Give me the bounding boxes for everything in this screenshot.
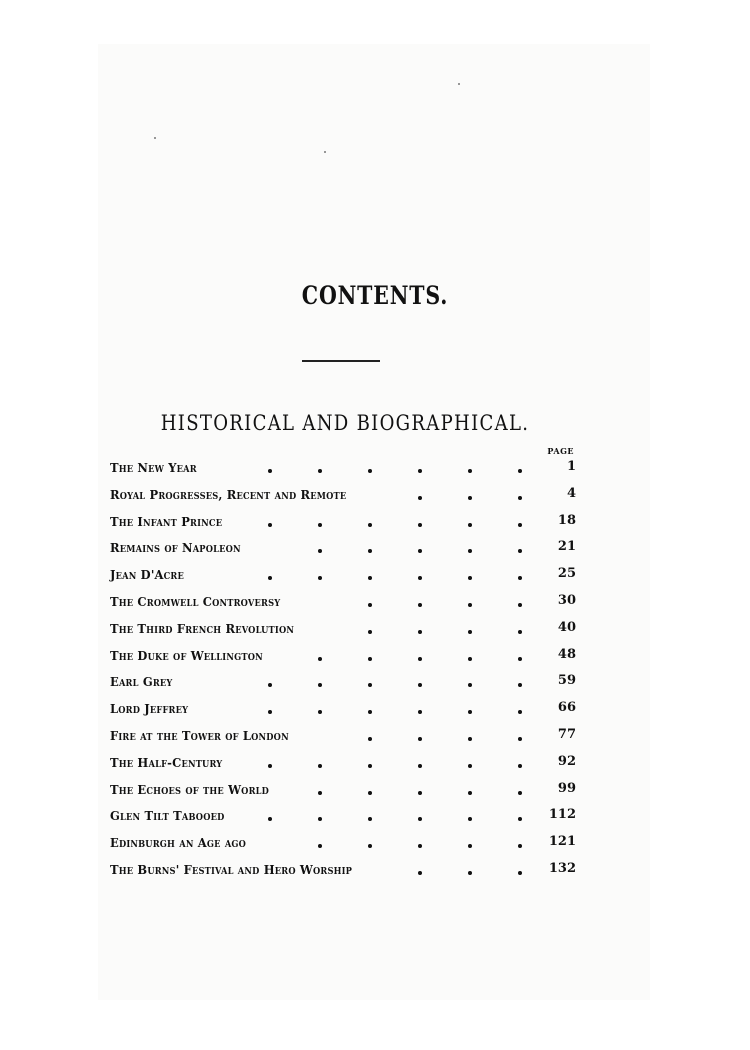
leader-dot <box>468 576 472 580</box>
toc-entry[interactable] <box>110 669 580 696</box>
toc-entry[interactable] <box>110 777 580 804</box>
leader-dot <box>318 523 322 527</box>
leader-dot <box>368 603 372 607</box>
toc-entry[interactable] <box>110 830 580 857</box>
leader-dot <box>418 844 422 848</box>
toc-entry[interactable] <box>110 455 580 482</box>
toc-entry[interactable] <box>110 562 580 589</box>
leader-dot <box>468 683 472 687</box>
leader-dot <box>318 844 322 848</box>
page-title: CONTENTS. <box>301 281 449 310</box>
section-title: HISTORICAL AND BIOGRAPHICAL. <box>160 411 530 435</box>
toc-entry-page: 92 <box>557 753 576 769</box>
leader-dot <box>518 791 522 795</box>
leader-dot <box>318 710 322 714</box>
leader-dot <box>368 764 372 768</box>
leader-dot <box>318 469 322 473</box>
leader-dot <box>368 576 372 580</box>
toc-entry-page: 21 <box>557 539 576 555</box>
leader-dot <box>468 523 472 527</box>
toc-entry-page: 4 <box>566 485 576 501</box>
leader-dot <box>518 710 522 714</box>
leader-dot <box>318 549 322 553</box>
leader-dot <box>468 871 472 875</box>
leader-dot <box>418 576 422 580</box>
toc-entry-page: 132 <box>548 860 576 876</box>
page-column-label: PAGE <box>547 446 574 456</box>
toc-entry[interactable] <box>110 750 580 777</box>
leader-dot <box>518 817 522 821</box>
leader-dot <box>518 871 522 875</box>
leader-dot <box>268 523 272 527</box>
leader-dot <box>318 657 322 661</box>
leader-dot <box>518 576 522 580</box>
leader-dot <box>518 496 522 500</box>
leader-dot <box>418 496 422 500</box>
toc-entry[interactable] <box>110 803 580 830</box>
leader-dot <box>468 817 472 821</box>
toc-entry-title: Glen Tilt Tabooed <box>110 808 225 824</box>
leader-dot <box>418 603 422 607</box>
leader-dot <box>268 469 272 473</box>
leader-dot <box>468 469 472 473</box>
leader-dot <box>418 817 422 821</box>
leader-dot <box>418 630 422 634</box>
leader-dot <box>368 817 372 821</box>
leader-dot <box>468 844 472 848</box>
leader-dot <box>518 630 522 634</box>
toc-entry-title: The Infant Prince <box>110 513 223 529</box>
leader-dot <box>368 549 372 553</box>
toc-entry-title: The Duke of Wellington <box>110 647 263 663</box>
leader-dot <box>368 630 372 634</box>
paper-speck <box>458 83 460 85</box>
toc-entry-page: 25 <box>557 566 576 582</box>
leader-dot <box>268 683 272 687</box>
toc-entry[interactable] <box>110 723 580 750</box>
leader-dot <box>368 844 372 848</box>
leader-dot <box>468 737 472 741</box>
leader-dot <box>518 683 522 687</box>
leader-dot <box>468 549 472 553</box>
leader-dot <box>418 791 422 795</box>
toc-entry-page: 18 <box>557 512 576 528</box>
toc-entry[interactable] <box>110 482 580 509</box>
leader-dot <box>468 710 472 714</box>
toc-entry-page: 59 <box>557 673 576 689</box>
leader-dot <box>518 657 522 661</box>
leader-dot <box>368 657 372 661</box>
leader-dot <box>368 683 372 687</box>
toc-entry[interactable] <box>110 696 580 723</box>
leader-dot <box>418 737 422 741</box>
leader-dot <box>518 737 522 741</box>
leader-dot <box>368 737 372 741</box>
toc-entry-page: 40 <box>557 619 576 635</box>
toc-entry-title: The New Year <box>110 460 197 475</box>
toc-entry-title: The Third French Revolution <box>110 620 295 636</box>
leader-dot <box>468 603 472 607</box>
toc-entry-page: 99 <box>557 780 576 796</box>
leader-dot <box>418 469 422 473</box>
toc-entry-page: 66 <box>557 700 576 716</box>
leader-dot <box>268 764 272 768</box>
leader-dot <box>418 683 422 687</box>
toc-entry-title: Jean D'Acre <box>110 567 184 583</box>
leader-dot <box>318 817 322 821</box>
leader-dot <box>518 469 522 473</box>
toc-entry-title: The Cromwell Controversy <box>110 593 281 609</box>
toc-entry[interactable] <box>110 616 580 643</box>
leader-dot <box>468 657 472 661</box>
leader-dot <box>368 791 372 795</box>
leader-dot <box>268 576 272 580</box>
toc-entry-page: 1 <box>566 459 576 474</box>
toc-entry-page: 112 <box>548 807 576 823</box>
leader-dot <box>318 764 322 768</box>
leader-dot <box>418 523 422 527</box>
leader-dot <box>518 603 522 607</box>
toc-entry-title: Earl Grey <box>110 674 173 690</box>
toc-entry[interactable] <box>110 509 580 536</box>
leader-dot <box>468 791 472 795</box>
paper-speck <box>324 151 326 153</box>
leader-dot <box>268 710 272 714</box>
toc-entry[interactable] <box>110 589 580 616</box>
toc-list <box>110 455 580 884</box>
leader-dot <box>468 496 472 500</box>
leader-dot <box>318 576 322 580</box>
toc-entry[interactable] <box>110 535 580 562</box>
leader-dot <box>368 710 372 714</box>
toc-entry-title: Royal Progresses, Recent and Remote <box>110 486 347 502</box>
toc-entry-page: 30 <box>557 592 576 608</box>
leader-dot <box>368 469 372 473</box>
leader-dot <box>518 549 522 553</box>
leader-dot <box>418 549 422 553</box>
leader-dot <box>418 764 422 768</box>
toc-entry[interactable] <box>110 643 580 670</box>
leader-dot <box>268 817 272 821</box>
leader-dot <box>518 523 522 527</box>
leader-dot <box>518 764 522 768</box>
toc-entry[interactable] <box>110 857 580 884</box>
toc-entry-title: The Half-Century <box>110 754 223 770</box>
toc-entry-title: The Echoes of the World <box>110 781 270 797</box>
leader-dot <box>318 683 322 687</box>
toc-entry-page: 77 <box>557 726 576 742</box>
leader-dot <box>468 630 472 634</box>
toc-entry-page: 121 <box>548 834 576 850</box>
paper-speck <box>154 137 156 139</box>
leader-dot <box>318 791 322 795</box>
toc-entry-title: The Burns' Festival and Hero Worship <box>110 861 353 877</box>
title-rule <box>302 360 380 362</box>
toc-entry-page: 48 <box>557 646 576 662</box>
toc-entry-title: Lord Jeffrey <box>110 701 189 717</box>
toc-entry-title: Edinburgh an Age ago <box>110 835 247 851</box>
toc-entry-title: Remains of Napoleon <box>110 540 241 556</box>
leader-dot <box>418 657 422 661</box>
leader-dot <box>368 523 372 527</box>
toc-entry-title: Fire at the Tower of London <box>110 727 289 743</box>
leader-dot <box>518 844 522 848</box>
leader-dot <box>468 764 472 768</box>
leader-dot <box>418 710 422 714</box>
leader-dot <box>418 871 422 875</box>
